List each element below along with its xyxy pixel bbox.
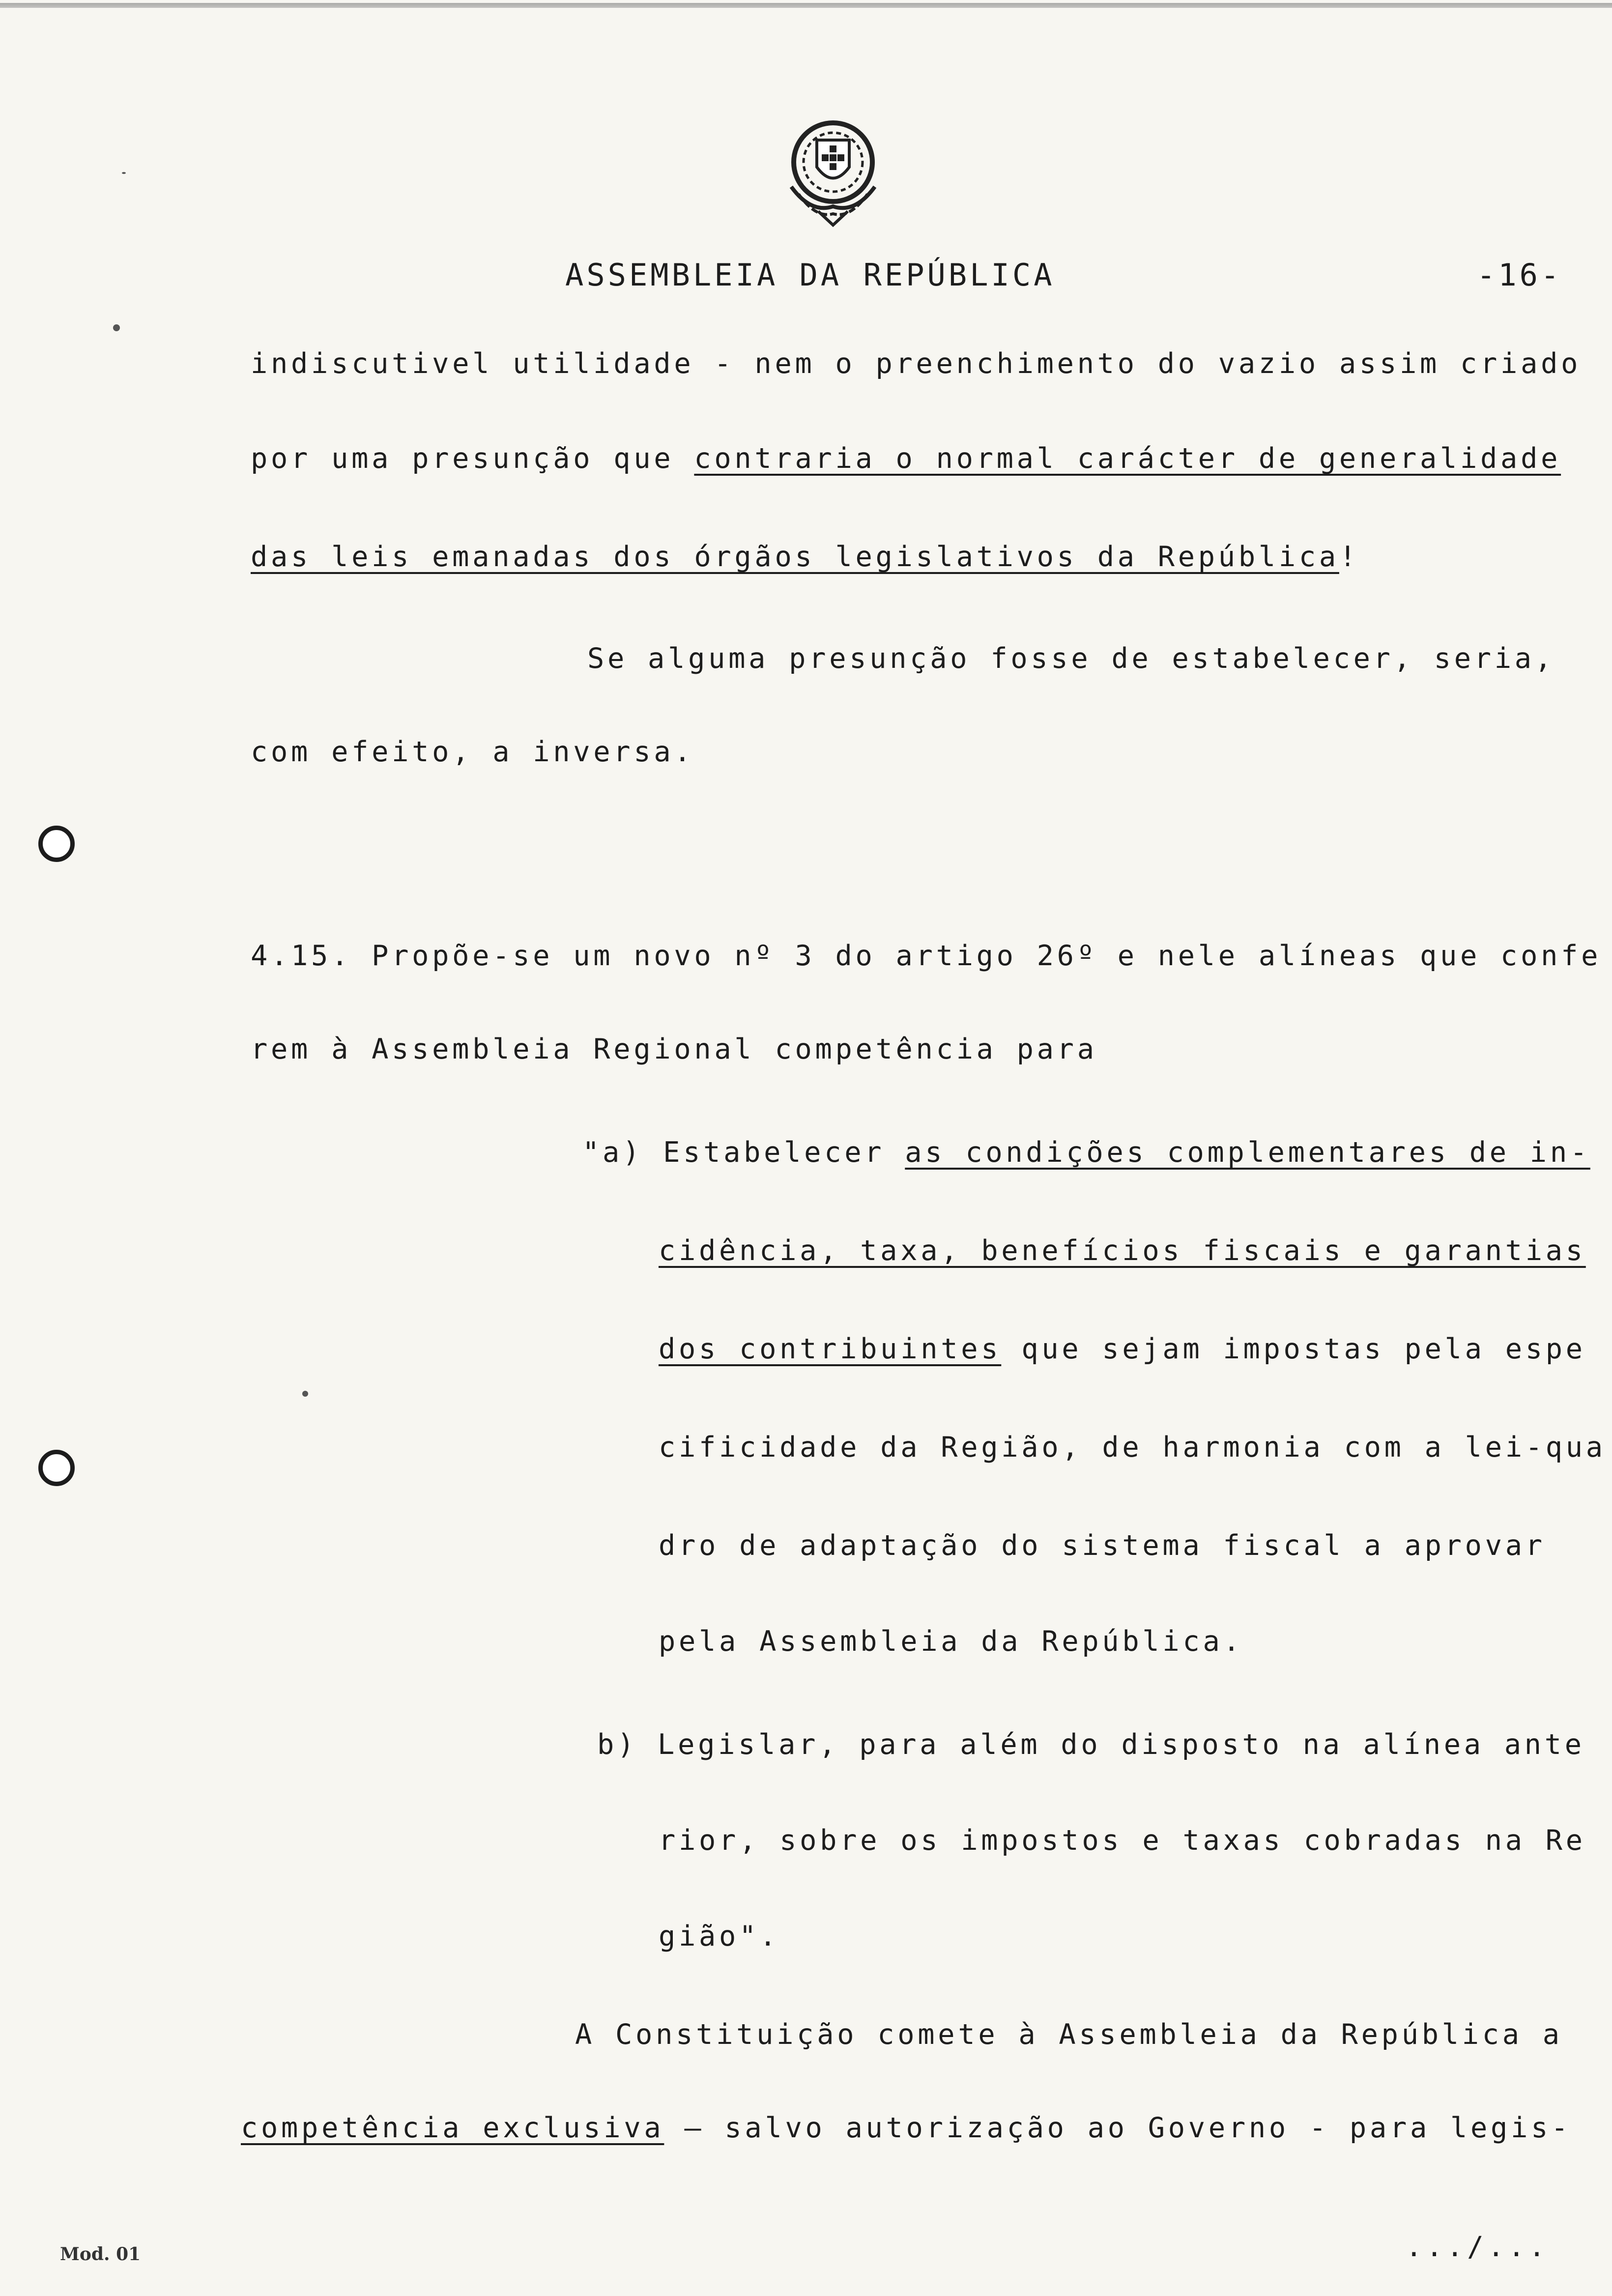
- text-segment: "a) Estabelecer: [582, 1136, 905, 1169]
- text-line: [659, 1329, 1586, 1369]
- text-segment: cificidade da Região, de harmonia com a lei-qua: [659, 1431, 1606, 1464]
- document-title: ASSEMBLEIA DA REPÚBLICA: [565, 257, 1055, 293]
- continuation-mark: .../...: [1406, 2231, 1550, 2263]
- text-line: [659, 1821, 1586, 1860]
- text-line: [659, 1917, 779, 1956]
- text-segment: A Constituição comete à Assembleia da República a: [575, 2018, 1563, 2051]
- coat-of-arms-emblem: [777, 113, 890, 231]
- text-segment: com efeito, a inversa.: [251, 736, 694, 768]
- text-segment: !: [1339, 541, 1359, 573]
- text-segment: rem à Assembleia Regional competência para: [251, 1033, 1097, 1065]
- text-segment: dro de adaptação do sistema fiscal a aprovar: [659, 1529, 1546, 1562]
- text-line: [659, 1526, 1546, 1565]
- text-line: [659, 1231, 1586, 1270]
- form-code: Mod. 01: [60, 2244, 141, 2265]
- text-segment: pela Assembleia da República.: [659, 1625, 1243, 1658]
- text-line: [251, 344, 1581, 383]
- text-line: [241, 2108, 1571, 2148]
- underlined-phrase: competência exclusiva: [241, 2112, 664, 2144]
- text-line: [597, 1725, 1585, 1764]
- text-segment: indiscutivel utilidade - nem o preenchimento do vazio assim criado: [251, 347, 1582, 380]
- underlined-phrase: contraria o normal carácter de generalidade: [694, 442, 1561, 475]
- text-segment: — salvo autorização ao Governo - para legis-: [664, 2112, 1572, 2144]
- text-segment: rior, sobre os impostos e taxas cobradas na Re: [659, 1824, 1586, 1857]
- scan-speck: [113, 324, 120, 331]
- page-number: -16-: [1477, 257, 1562, 293]
- text-line: [659, 1428, 1606, 1467]
- text-line: [251, 1030, 1097, 1069]
- text-line: [582, 1133, 1590, 1172]
- text-segment: gião".: [659, 1920, 780, 1952]
- text-line: [659, 1622, 1243, 1661]
- text-line: [575, 2015, 1563, 2054]
- text-segment: Se alguma presunção fosse de estabelecer, seria,: [587, 642, 1555, 675]
- text-segment: 4.15. Propõe-se um novo nº 3 do artigo 26º e nele alíneas que confe: [251, 940, 1602, 972]
- underlined-phrase: das leis emanadas dos órgãos legislativos da República: [251, 541, 1339, 573]
- scan-speck: [122, 172, 126, 174]
- text-line: [587, 639, 1555, 678]
- underlined-phrase: as condições complementares de in-: [905, 1136, 1590, 1169]
- scan-speck: [302, 1391, 308, 1397]
- text-line: [251, 439, 1561, 478]
- text-segment: por uma presunção que: [251, 442, 694, 475]
- scan-top-edge: [0, 3, 1612, 8]
- underlined-phrase: cidência, taxa, benefícios fiscais e garantias: [659, 1234, 1586, 1267]
- text-line: [251, 936, 1601, 976]
- punch-hole: [38, 826, 75, 862]
- text-segment: que sejam impostas pela espe: [1001, 1333, 1586, 1365]
- text-line: [251, 537, 1359, 576]
- text-line: [251, 732, 694, 772]
- text-segment: b) Legislar, para além do disposto na alínea ante: [597, 1728, 1585, 1761]
- punch-hole: [38, 1450, 75, 1486]
- underlined-phrase: dos contribuintes: [659, 1333, 1002, 1365]
